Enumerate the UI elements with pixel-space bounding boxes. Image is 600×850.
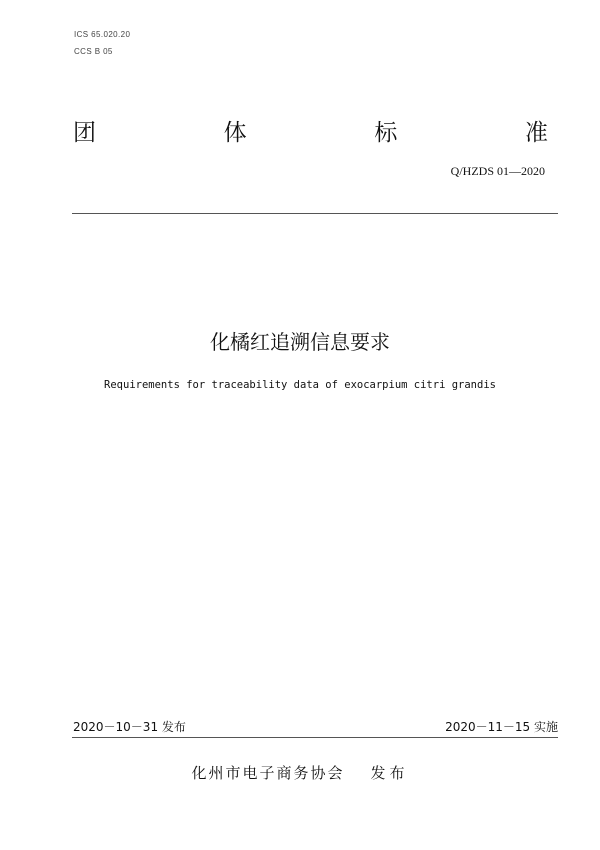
publish-date: 2020－10－31 发布 <box>73 720 186 734</box>
ics-code: ICS 65.020.20 <box>74 30 131 39</box>
bottom-divider <box>72 737 558 738</box>
publisher-line <box>0 762 600 783</box>
standard-type-char: 准 <box>524 120 548 146</box>
standard-type-char: 标 <box>374 120 398 146</box>
standard-type-heading <box>73 114 548 147</box>
publisher-organization: 化州市电子商务协会 <box>191 764 345 782</box>
top-divider <box>72 213 558 214</box>
standard-type-char: 团 <box>73 120 96 146</box>
chinese-title: 化橘红追溯信息要求 <box>210 330 390 354</box>
english-title: Requirements for traceability data of exocarpium citri grandis <box>104 379 496 391</box>
standard-number: Q/HZDS 01—2020 <box>450 164 545 178</box>
issue-label: 发布 <box>370 764 409 782</box>
standard-type-char: 体 <box>223 120 247 146</box>
ccs-code: CCS B 05 <box>74 47 113 56</box>
implement-date: 2020－11－15 实施 <box>445 720 558 734</box>
